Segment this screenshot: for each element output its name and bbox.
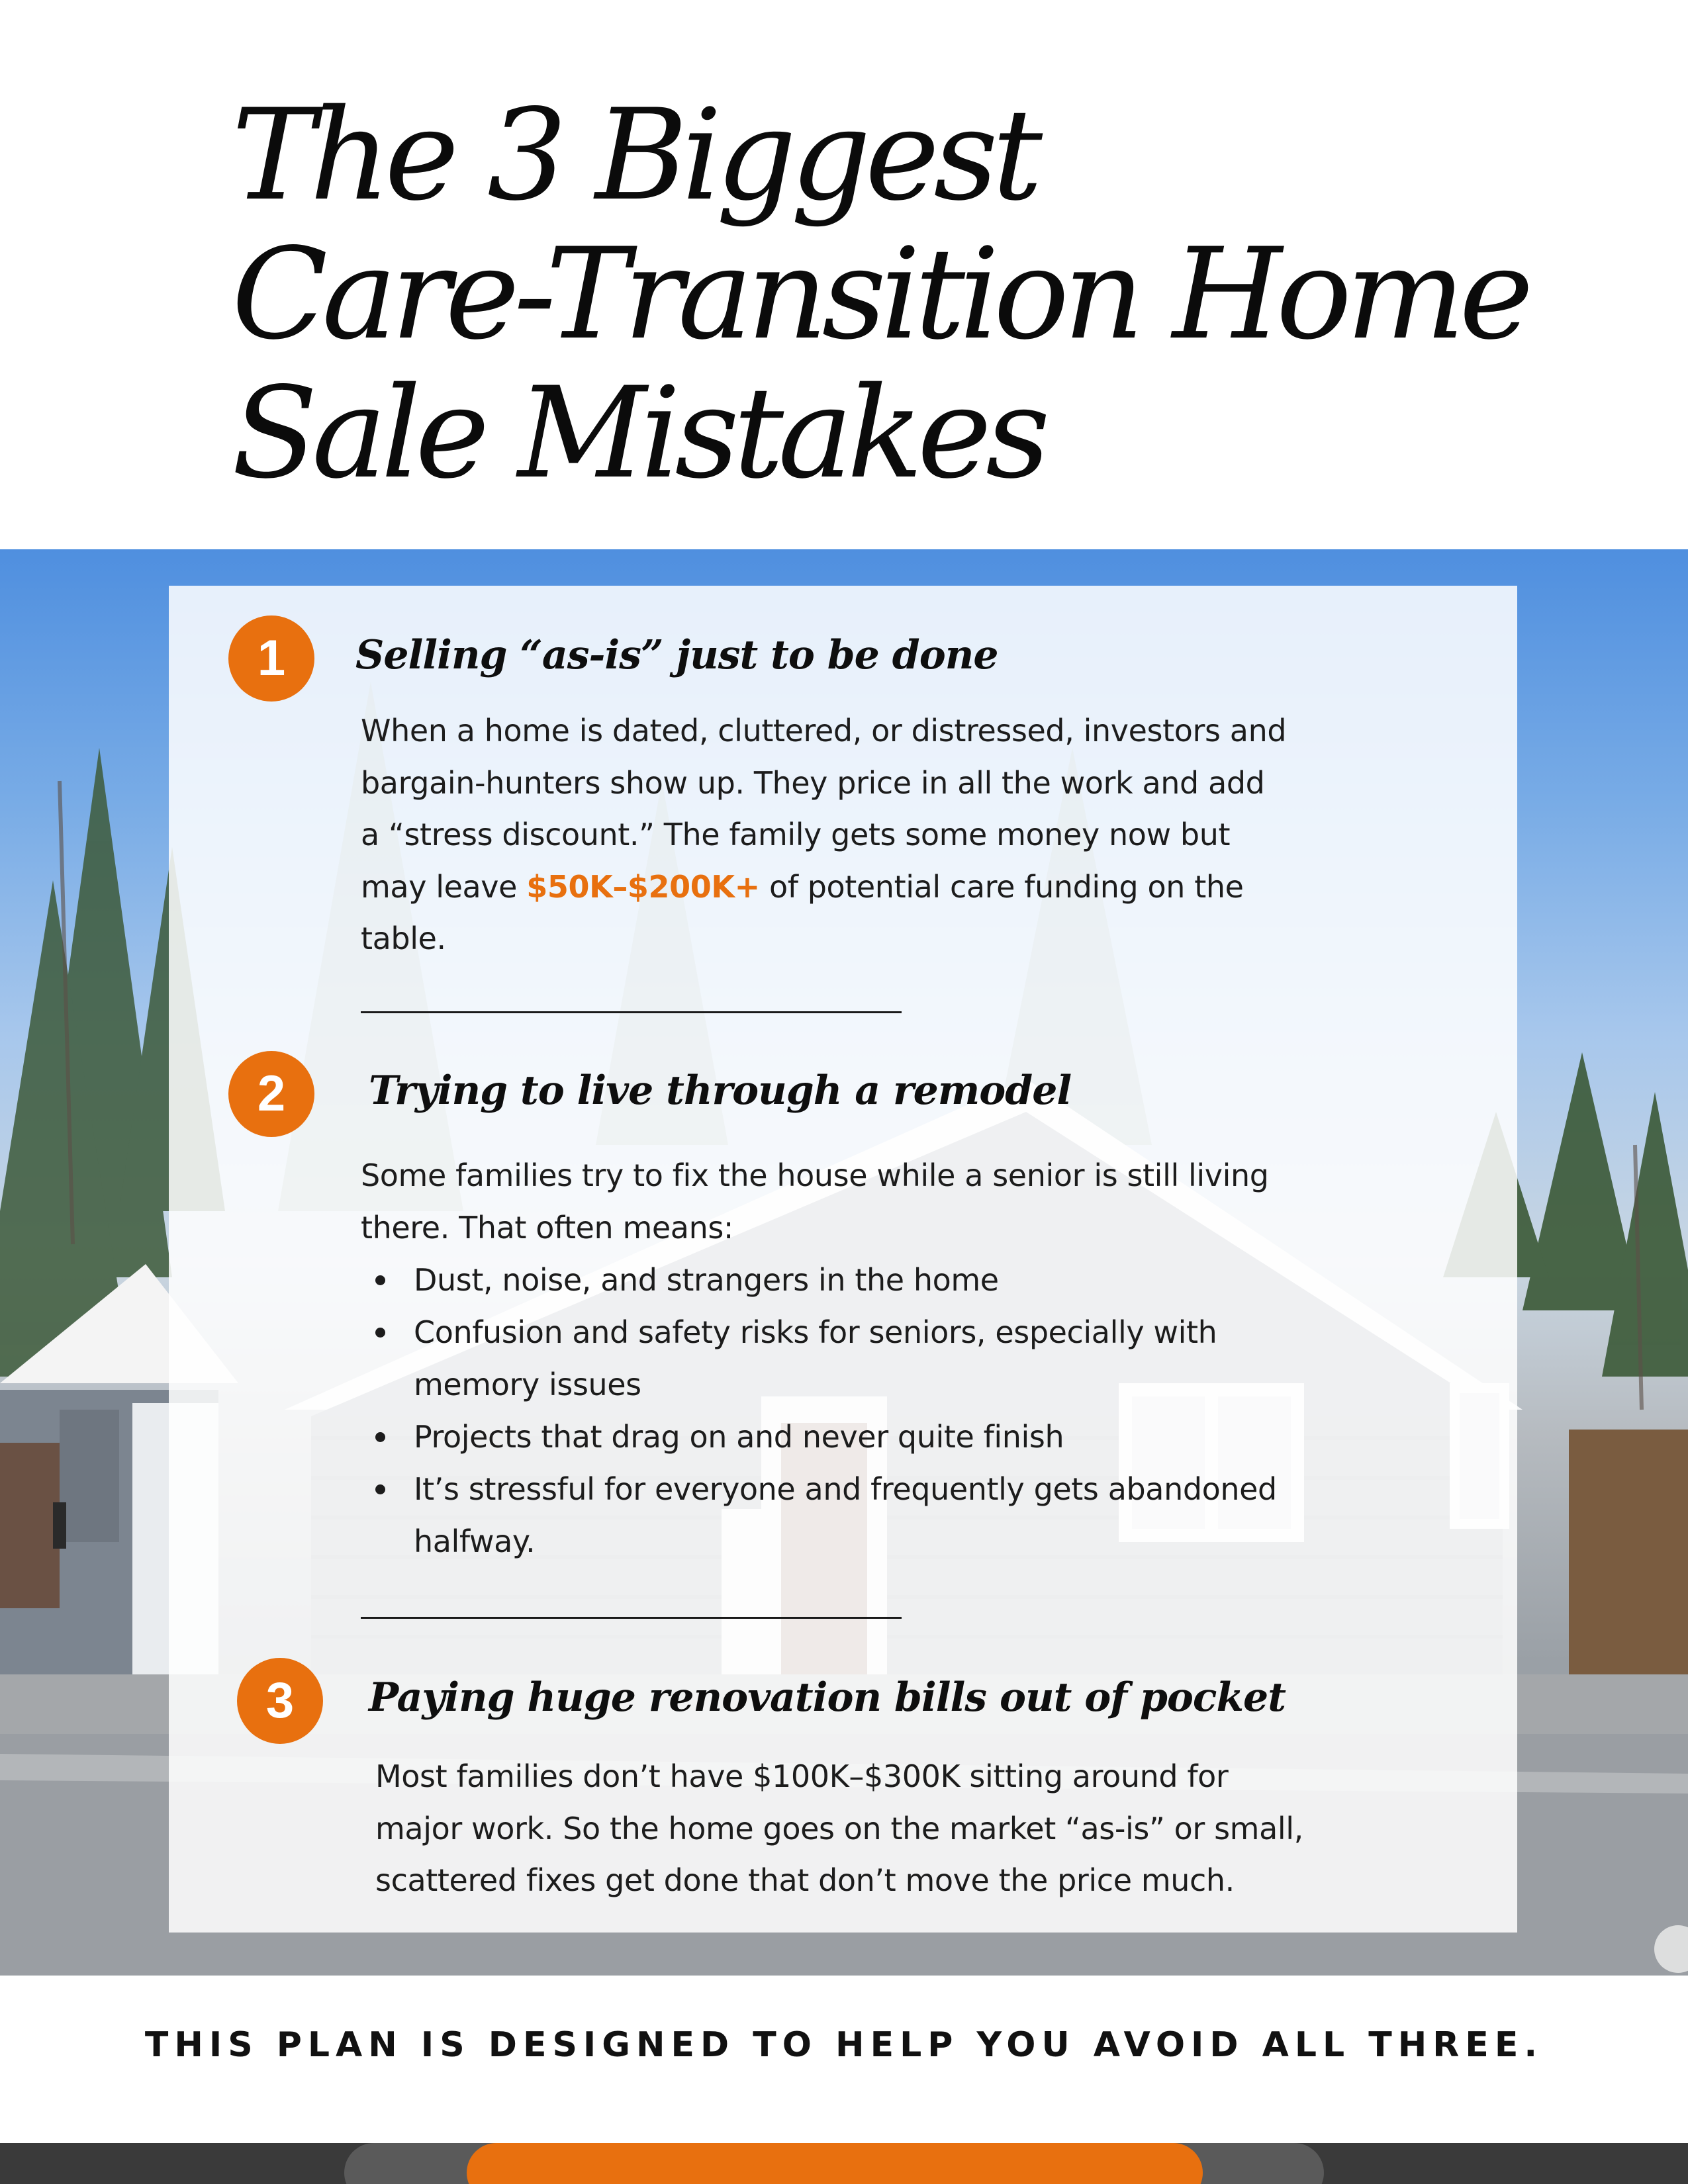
list-item [361,1306,1277,1411]
body-line: scattered fixes get done that don’t move the price much. [375,1862,1235,1898]
list-item [361,1254,1277,1306]
title-line: The 3 Biggest [232,82,1037,228]
list-item-text: halfway. [414,1524,536,1559]
body-line: a “stress discount.” The family gets some money now but [361,817,1231,852]
body-text: may leave [361,868,527,905]
footer-bar [0,2143,1688,2184]
list-item-text: Confusion and safety risks for seniors, especially with [414,1314,1217,1350]
step-number-badge: 3 [237,1658,323,1744]
mistake-intro [361,1150,1269,1253]
body-text: of potential care funding on the [759,868,1244,905]
list-item-text: Dust, noise, and strangers in the home [414,1262,999,1298]
list-item [361,1411,1277,1463]
page-title [232,82,1528,506]
title-line: Care-Transition Home [232,221,1528,367]
section-divider [361,1011,902,1013]
body-line: there. That often means: [361,1209,733,1246]
title-line: Sale Mistakes [232,360,1045,506]
risk-list [361,1254,1277,1568]
list-item-text: It’s stressful for everyone and frequently gets abandoned [414,1471,1277,1507]
section-divider [361,1617,902,1619]
step-number-badge: 1 [228,615,314,702]
body-line [361,861,1286,913]
body-line: table. [361,921,446,956]
list-item [361,1463,1277,1568]
body-line: When a home is dated, cluttered, or distressed, investors and [361,713,1287,749]
body-line: bargain-hunters show up. They price in all the work and add [361,764,1265,801]
closing-tagline: THIS PLAN IS DESIGNED TO HELP YOU AVOID ALL THREE. [144,2025,1544,2065]
body-line: major work. So the home goes on the market “as-is” or small, [375,1810,1303,1846]
mistakes-card [169,586,1517,1933]
mistake-body [375,1751,1303,1907]
mistake-heading: Paying huge renovation bills out of pocket [369,1674,1286,1721]
mistake-heading: Selling “as-is” just to be done [355,632,998,678]
footer-pill-accent [467,2143,1203,2184]
body-line: Most families don’t have $100K–$300K sitting around for [375,1758,1229,1794]
funding-highlight: $50K–$200K+ [526,868,760,905]
step-number-badge: 2 [228,1051,314,1137]
body-line: Some families try to fix the house while a senior is still living [361,1158,1269,1193]
list-item-text: Projects that drag on and never quite finish [414,1419,1064,1455]
mistake-body [361,705,1286,965]
mistake-heading: Trying to live through a remodel [369,1068,1072,1114]
list-item-text: memory issues [414,1367,641,1402]
